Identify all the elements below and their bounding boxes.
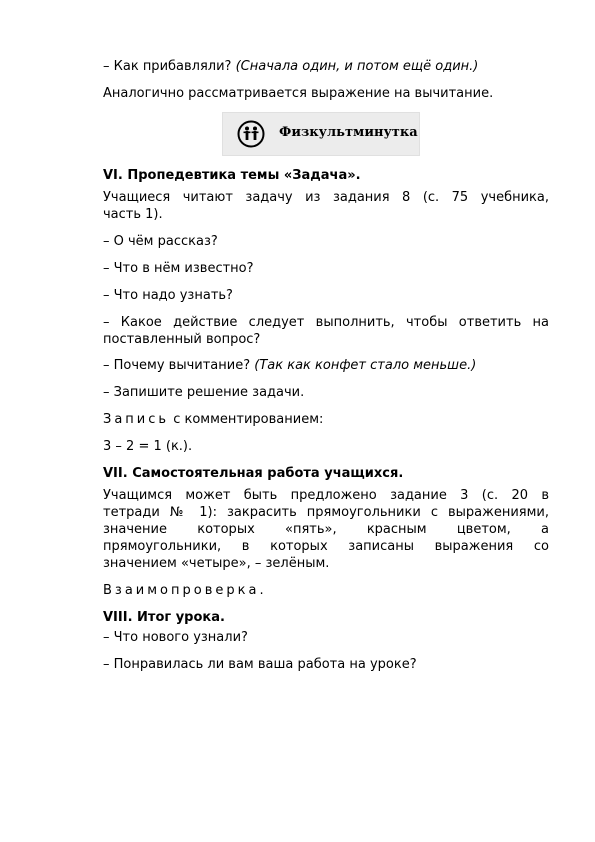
- section-heading-8: VIII. Итог урока.: [103, 610, 225, 625]
- text-line: Аналогично рассматривается выражение на вычитание.: [103, 86, 494, 101]
- answer-italic: (Так как конфет стало меньше.): [254, 358, 477, 373]
- text-line: часть 1).: [103, 207, 163, 222]
- question-line: – Что надо узнать?: [103, 288, 233, 303]
- question-line: – Запишите решение задачи.: [103, 385, 305, 400]
- text-line: значение которых «пять», красным цветом, а: [103, 522, 549, 537]
- question-line: – О чём рассказ?: [103, 234, 218, 249]
- text-line: прямоугольники, в которых записаны выражения со: [103, 539, 549, 554]
- section-heading-7: VII. Самостоятельная работа учащихся.: [103, 466, 404, 481]
- banner-label: Физкультминутка: [279, 125, 418, 140]
- section-heading-6: VI. Пропедевтика темы «Задача».: [103, 168, 361, 183]
- question-line: – Что нового узнали?: [103, 630, 248, 645]
- equation: 3 – 2 = 1 (к.).: [103, 439, 193, 454]
- question-line: – Какое действие следует выполнить, чтобы ответить на: [103, 315, 549, 330]
- text-line: Учащиеся читают задачу из задания 8 (с. 75 учебника,: [103, 190, 549, 205]
- spaced-word: Взаимопроверка.: [103, 583, 267, 598]
- text-line: тетради № 1): закрасить прямоугольники с выражениями,: [103, 505, 549, 520]
- question-line: – Как прибавляли? (Сначала один, и потом ещё один.): [103, 59, 479, 74]
- text-line: Запись с комментированием:: [103, 412, 324, 427]
- text-line: значением «четыре», – зелёным.: [103, 556, 330, 571]
- spaced-word: Запись: [103, 412, 170, 427]
- text-line: Учащимся может быть предложено задание 3 (с. 20 в: [103, 488, 549, 503]
- text-line: поставленный вопрос?: [103, 332, 261, 347]
- answer-italic: (Сначала один, и потом ещё один.): [235, 59, 479, 74]
- question-line: – Почему вычитание? (Так как конфет стало меньше.): [103, 358, 477, 373]
- physical-break-banner: [222, 112, 420, 156]
- question-line: – Понравилась ли вам ваша работа на уроке?: [103, 657, 417, 672]
- two-people-icon: [237, 120, 265, 148]
- question-line: – Что в нём известно?: [103, 261, 254, 276]
